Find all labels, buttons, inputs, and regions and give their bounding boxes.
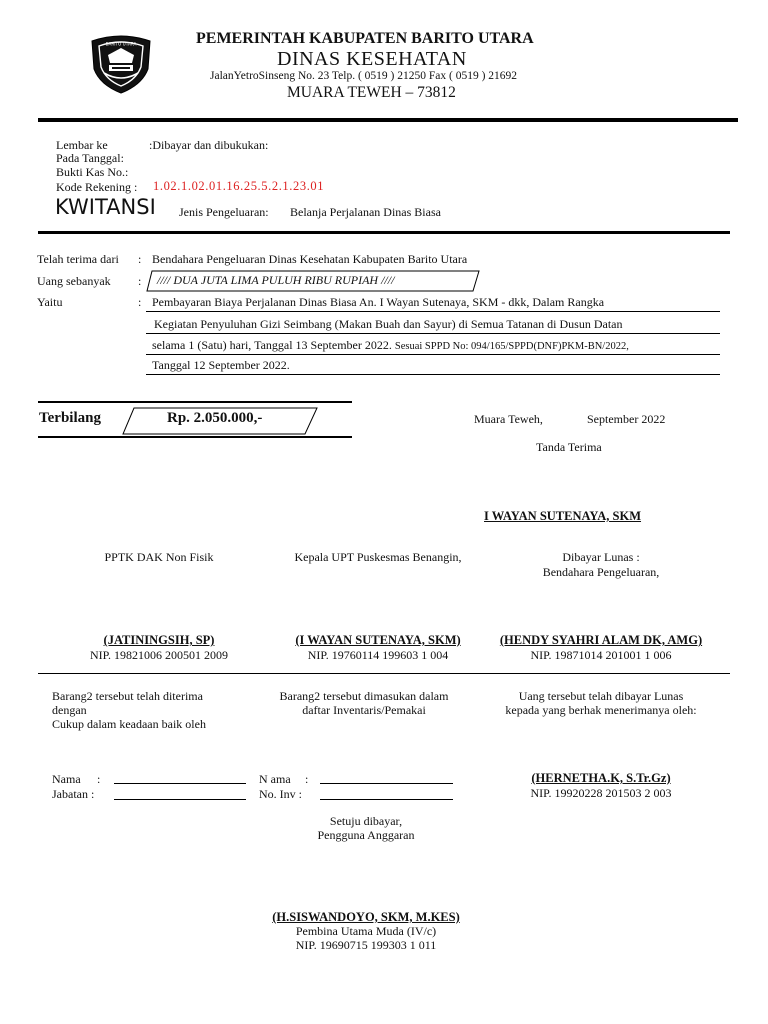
department-address: JalanYetroSinseng No. 23 Telp. ( 0519 ) 21250 Fax ( 0519 ) 21692 xyxy=(210,70,518,82)
uang-sebanyak-value: //// DUA JUTA LIMA PULUH RIBU RUPIAH //// xyxy=(157,273,395,287)
bendahara-nip: NIP. 19871014 201001 1 006 xyxy=(530,648,672,662)
nama2-label: N ama xyxy=(259,772,291,786)
bendahara-name: (HENDY SYAHRI ALAM DK, AMG) xyxy=(499,633,703,647)
nama2-colon: : xyxy=(305,772,309,786)
jabatan-label: Jabatan : xyxy=(52,787,95,801)
hernetha-nip: NIP. 19920228 201503 2 003 xyxy=(530,786,672,800)
barang-col1-line3: Cukup dalam keadaan baik oleh xyxy=(52,717,206,731)
uang-sebanyak-colon: : xyxy=(138,274,142,288)
pptk-name: (JATININGSIH, SP) xyxy=(103,633,215,647)
pengguna-anggaran-label: Pengguna Anggaran xyxy=(317,828,415,842)
receipt-place: Muara Teweh, xyxy=(474,412,543,426)
government-name: PEMERINTAH KABUPATEN BARITO UTARA xyxy=(196,30,534,47)
jenis-pengeluaran-value: Belanja Perjalanan Dinas Biasa xyxy=(290,205,441,219)
receipt-date: September 2022 xyxy=(587,412,666,426)
header-rule-thick xyxy=(38,118,738,122)
meta-rule-thick xyxy=(38,231,730,234)
pptk-nip: NIP. 19821006 200501 2009 xyxy=(89,648,228,662)
receiver-name: I WAYAN SUTENAYA, SKM xyxy=(484,509,642,523)
telah-terima-label: Telah terima dari xyxy=(37,252,119,266)
approver-nip: NIP. 19690715 199303 1 011 xyxy=(295,938,437,952)
yaitu-underline-1 xyxy=(146,311,720,312)
yaitu-line-3b: Sesuai SPPD No: 094/165/SPPD(DNF)PKM-BN/2022, xyxy=(394,341,629,352)
no-inv-label: No. Inv : xyxy=(259,787,302,801)
kwitansi-title: KWITANSI xyxy=(55,195,156,219)
amount-value: Rp. 2.050.000,- xyxy=(167,410,263,426)
terbilang-label: Terbilang xyxy=(39,410,101,426)
hernetha-name: (HERNETHA.K, S.Tr.Gz) xyxy=(531,771,671,785)
telah-terima-colon: : xyxy=(138,252,142,266)
nama2-input-line[interactable] xyxy=(320,783,453,784)
setuju-dibayar-label: Setuju dibayar, xyxy=(329,814,403,828)
pada-tanggal-label: Pada Tanggal: xyxy=(56,151,124,165)
barang-col3-line2: kepada yang berhak menerimanya oleh: xyxy=(505,703,697,717)
department-city: MUARA TEWEH – 73812 xyxy=(287,84,456,101)
terbilang-top-rule xyxy=(38,401,352,403)
yaitu-line-3 xyxy=(152,338,629,353)
jenis-pengeluaran-label: Jenis Pengeluaran: xyxy=(179,205,269,219)
approver-rank: Pembina Utama Muda (IV/c) xyxy=(295,924,437,938)
no-inv-input-line[interactable] xyxy=(320,799,453,800)
barang-col1-line2: dengan xyxy=(52,703,87,717)
dibayar-dibukukan-label: :Dibayar dan dibukukan: xyxy=(149,138,269,152)
uang-sebanyak-label: Uang sebanyak xyxy=(37,274,111,288)
kepala-title: Kepala UPT Puskesmas Benangin, xyxy=(294,550,462,564)
kode-rekening-label: Kode Rekening : xyxy=(56,180,138,194)
yaitu-line-4: Tanggal 12 September 2022. xyxy=(152,358,290,372)
nama-colon: : xyxy=(97,772,101,786)
barang-col3-line1: Uang tersebut telah dibayar Lunas xyxy=(518,689,684,703)
kepala-name: (I WAYAN SUTENAYA, SKM) xyxy=(295,633,461,647)
approver-name: (H.SISWANDOYO, SKM, M.KES) xyxy=(272,910,460,924)
yaitu-underline-3 xyxy=(146,354,720,355)
nama-label: Nama xyxy=(52,772,81,786)
yaitu-label: Yaitu xyxy=(37,295,63,309)
yaitu-underline-2 xyxy=(146,333,720,334)
svg-text:BARITO UTARA: BARITO UTARA xyxy=(105,41,137,47)
kode-rekening-value: 1.02.1.02.01.16.25.5.2.1.23.01 xyxy=(153,179,325,193)
pptk-title: PPTK DAK Non Fisik xyxy=(104,550,214,564)
jabatan-input-line[interactable] xyxy=(114,799,246,800)
department-name: DINAS KESEHATAN xyxy=(277,48,467,70)
telah-terima-value: Bendahara Pengeluaran Dinas Kesehatan Kabupaten Barito Utara xyxy=(152,252,468,266)
regency-emblem-icon xyxy=(86,33,156,95)
barang-col2-line2: daftar Inventaris/Pemakai xyxy=(302,703,426,717)
bendahara-title: Bendahara Pengeluaran, xyxy=(542,565,660,579)
barang-col2-line1: Barang2 tersebut dimasukan dalam xyxy=(279,689,449,703)
yaitu-line-1: Pembayaran Biaya Perjalanan Dinas Biasa An. I Wayan Sutenaya, SKM - dkk, Dalam Rangka xyxy=(152,295,605,309)
signature-rule xyxy=(38,673,730,674)
yaitu-line-2: Kegiatan Penyuluhan Gizi Seimbang (Makan Buah dan Sayur) di Semua Tatanan di Dusun Datan xyxy=(154,317,623,331)
bukti-kas-label: Bukti Kas No.: xyxy=(56,165,129,179)
lembar-ke-label: Lembar ke xyxy=(56,138,108,152)
yaitu-colon: : xyxy=(138,295,142,309)
terbilang-bottom-rule xyxy=(38,436,352,438)
nama-input-line[interactable] xyxy=(114,783,246,784)
yaitu-underline-4 xyxy=(146,374,720,375)
yaitu-line-3a: selama 1 (Satu) hari, Tanggal 13 September 2022. xyxy=(152,338,392,352)
kepala-nip: NIP. 19760114 199603 1 004 xyxy=(307,648,449,662)
barang-col1-line1: Barang2 tersebut telah diterima xyxy=(52,689,203,703)
tanda-terima-label: Tanda Terima xyxy=(536,440,602,454)
dibayar-lunas-title: Dibayar Lunas : xyxy=(562,550,640,564)
